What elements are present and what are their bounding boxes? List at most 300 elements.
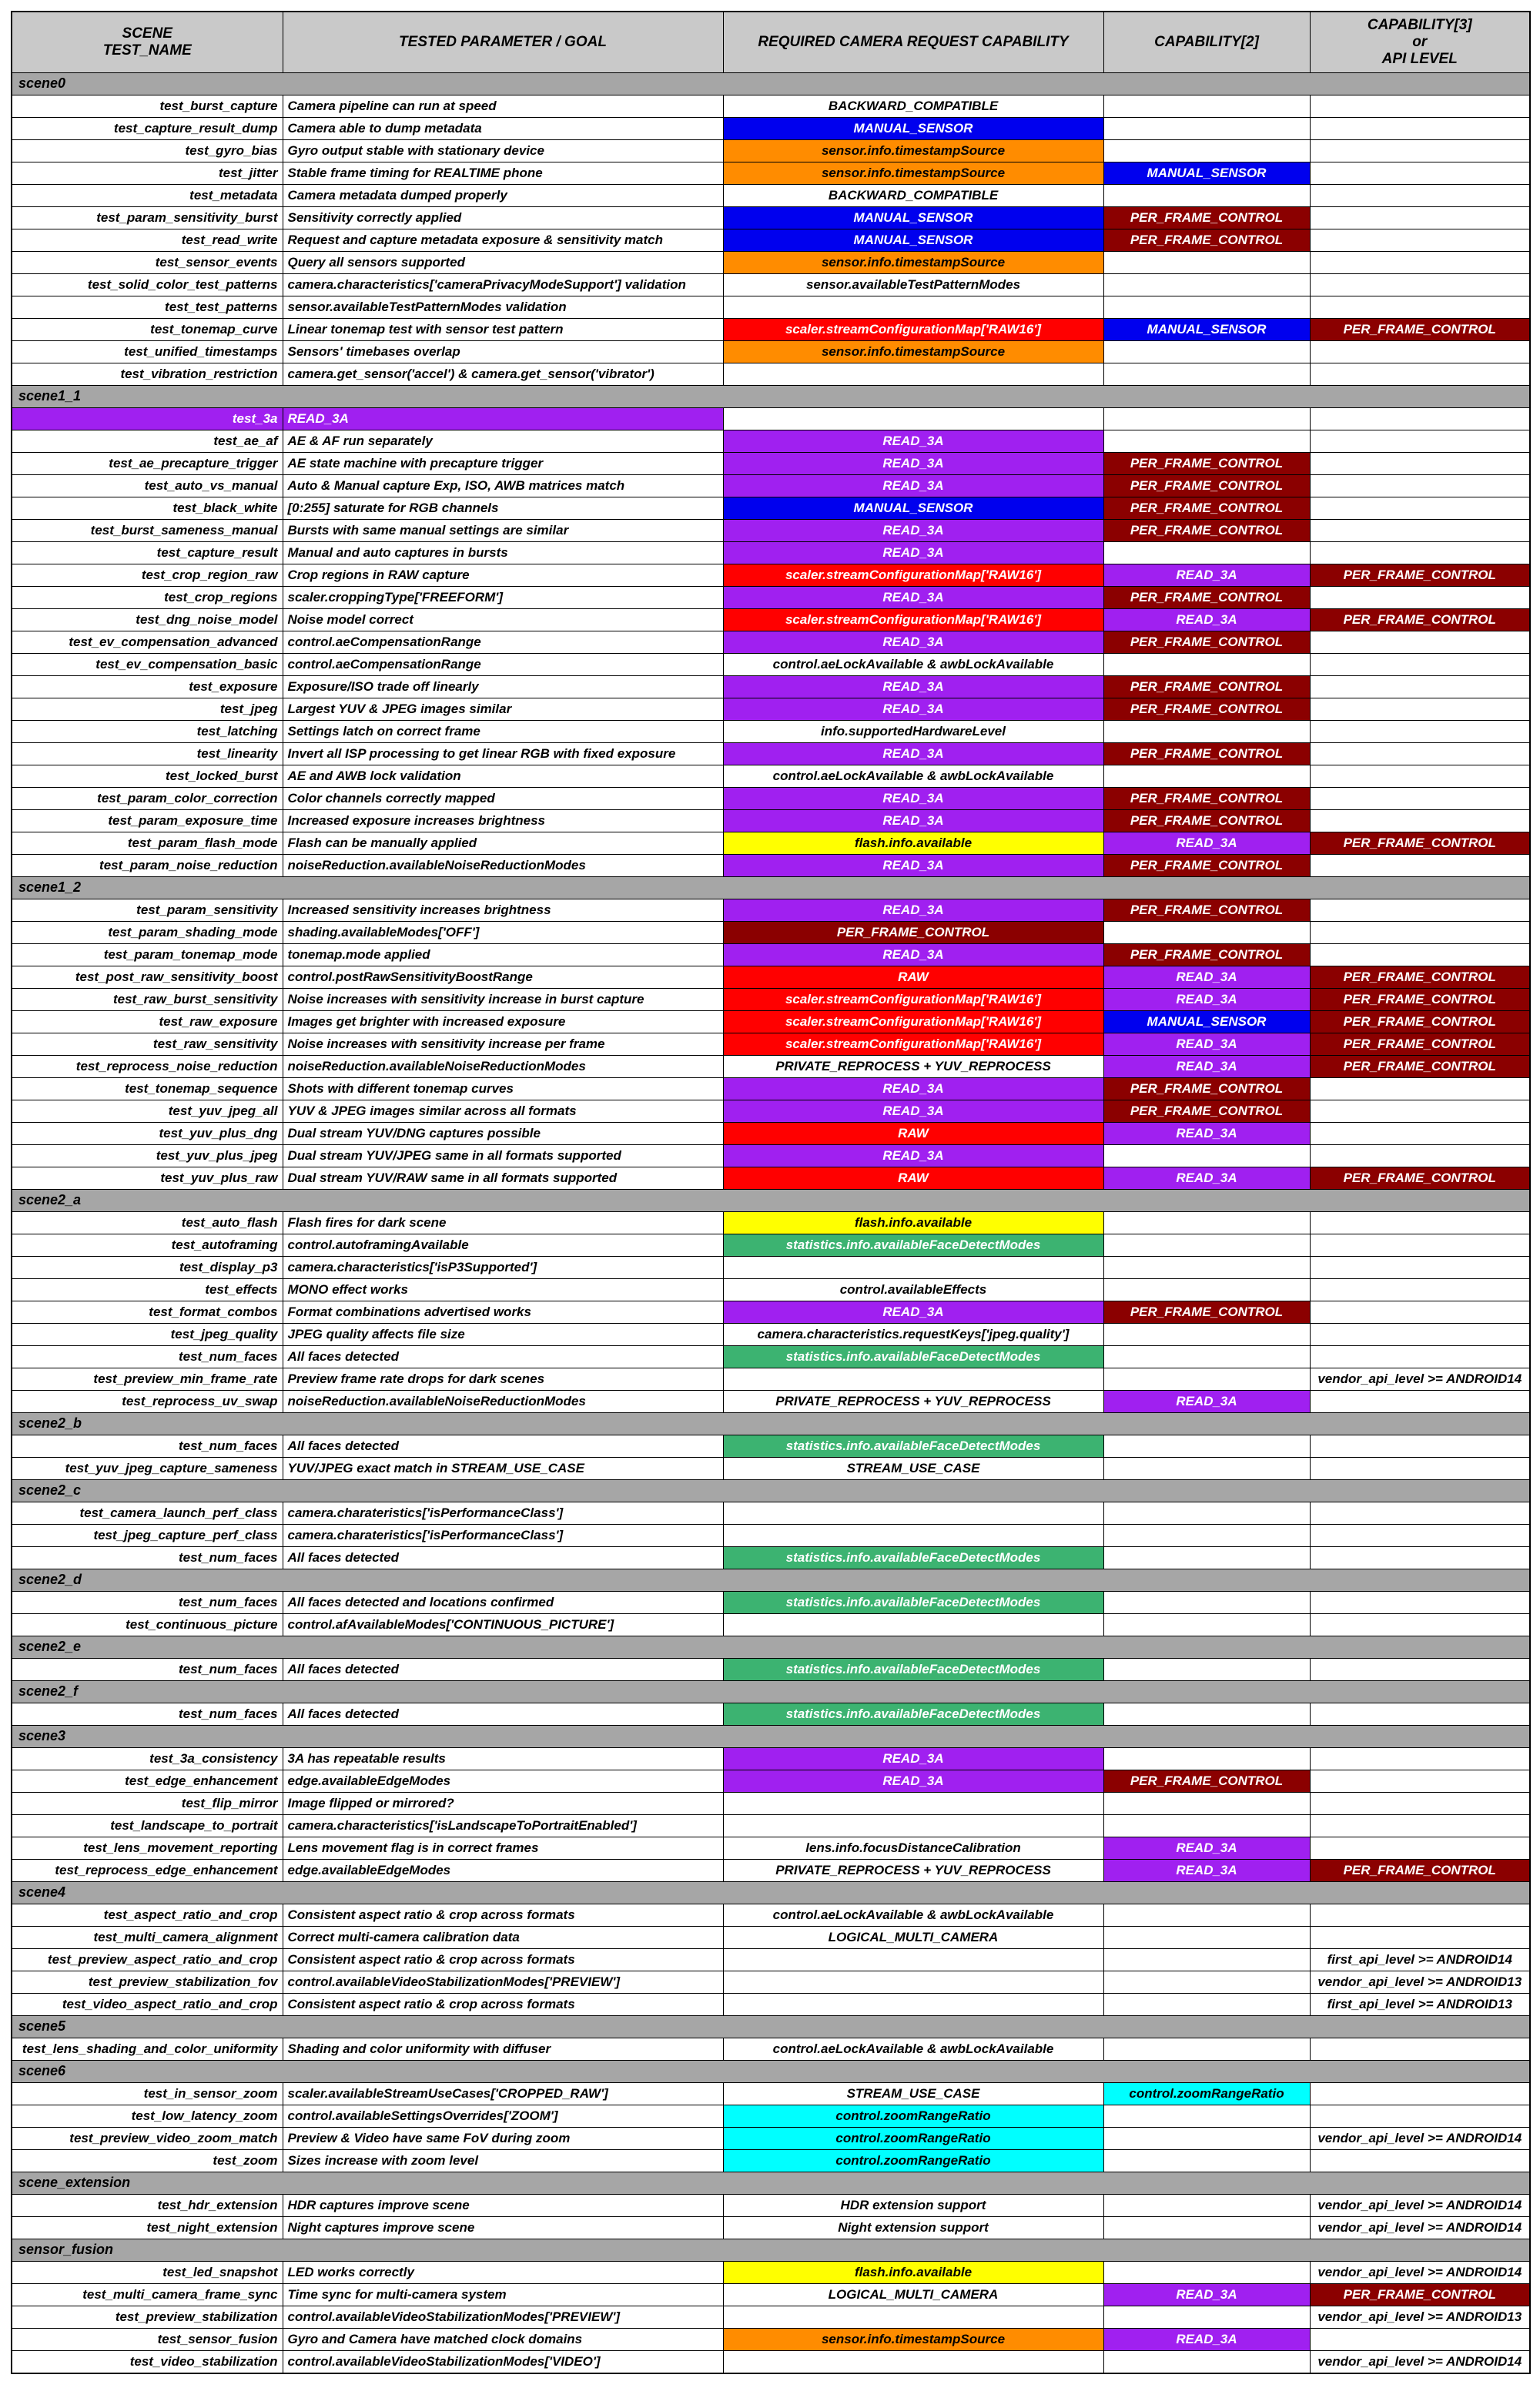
tested-parameter-cell: Dual stream YUV/DNG captures possible	[283, 1122, 723, 1144]
table-row	[12, 1278, 1530, 1301]
test-name-cell: test_param_flash_mode	[12, 832, 283, 854]
tested-parameter-cell: Format combinations advertised works	[283, 1301, 723, 1323]
required-capability-cell: READ_3A	[723, 1770, 1103, 1792]
scene-group-label: scene0	[12, 72, 1530, 95]
required-capability-cell: statistics.info.availableFaceDetectModes	[723, 1546, 1103, 1569]
scene-group-label: scene2_c	[12, 1479, 1530, 1502]
capability3-cell	[1310, 809, 1530, 832]
table-row	[12, 1792, 1530, 1814]
table-row	[12, 720, 1530, 742]
scene-group-row	[12, 385, 1530, 407]
required-capability-cell: statistics.info.availableFaceDetectModes	[723, 1345, 1103, 1368]
test-name-cell: test_sensor_events	[12, 251, 283, 273]
column-header-capability2: CAPABILITY[2]	[1103, 12, 1310, 72]
capability3-cell: PER_FRAME_CONTROL	[1310, 988, 1530, 1010]
tested-parameter-cell: control.aeCompensationRange	[283, 631, 723, 653]
test-name-cell: test_effects	[12, 1278, 283, 1301]
capability3-cell	[1310, 1837, 1530, 1859]
column-header-scene-line1: SCENE	[122, 25, 172, 42]
required-capability-cell	[723, 1971, 1103, 1993]
tested-parameter-cell: MONO effect works	[283, 1278, 723, 1301]
capability2-cell	[1103, 1256, 1310, 1278]
table-row	[12, 1234, 1530, 1256]
required-capability-cell: READ_3A	[723, 1077, 1103, 1100]
capability2-cell: control.zoomRangeRatio	[1103, 2082, 1310, 2105]
scene-group-row	[12, 1189, 1530, 1211]
tested-parameter-cell: camera.characteristics['isP3Supported']	[283, 1256, 723, 1278]
tested-parameter-cell: Sizes increase with zoom level	[283, 2149, 723, 2172]
tested-parameter-cell: Lens movement flag is in correct frames	[283, 1837, 723, 1859]
capability3-cell	[1310, 1591, 1530, 1613]
capability3-cell: PER_FRAME_CONTROL	[1310, 1859, 1530, 1881]
test-name-cell: test_black_white	[12, 497, 283, 519]
scene-group-label: scene6	[12, 2060, 1530, 2082]
capability2-cell: PER_FRAME_CONTROL	[1103, 809, 1310, 832]
capability3-cell: PER_FRAME_CONTROL	[1310, 1033, 1530, 1055]
test-name-cell: test_exposure	[12, 675, 283, 698]
test-name-cell: test_num_faces	[12, 1703, 283, 1725]
tested-parameter-cell: Exposure/ISO trade off linearly	[283, 675, 723, 698]
required-capability-cell: statistics.info.availableFaceDetectModes	[723, 1658, 1103, 1680]
capability2-cell	[1103, 2149, 1310, 2172]
test-name-cell: test_param_color_correction	[12, 787, 283, 809]
table-header	[12, 12, 1530, 72]
tested-parameter-cell: Stable frame timing for REALTIME phone	[283, 162, 723, 184]
capability3-cell	[1310, 430, 1530, 452]
capability2-cell	[1103, 1502, 1310, 1524]
table-row	[12, 1100, 1530, 1122]
test-name-cell: test_yuv_plus_raw	[12, 1167, 283, 1189]
required-capability-cell: READ_3A	[723, 430, 1103, 452]
capability2-cell: READ_3A	[1103, 1167, 1310, 1189]
capability2-cell	[1103, 1658, 1310, 1680]
table-row	[12, 1368, 1530, 1390]
column-header-capability1: REQUIRED CAMERA REQUEST CAPABILITY	[723, 12, 1103, 72]
capability2-cell	[1103, 2194, 1310, 2216]
capability3-cell	[1310, 1658, 1530, 1680]
table-row	[12, 184, 1530, 206]
capability3-cell: PER_FRAME_CONTROL	[1310, 564, 1530, 586]
scene-group-row	[12, 1680, 1530, 1703]
table-row	[12, 1077, 1530, 1100]
table-row	[12, 1948, 1530, 1971]
table-row	[12, 2149, 1530, 2172]
capability3-cell	[1310, 2038, 1530, 2060]
tested-parameter-cell: sensor.availableTestPatternModes validation	[283, 296, 723, 318]
required-capability-cell: sensor.info.timestampSource	[723, 251, 1103, 273]
capability2-cell	[1103, 1345, 1310, 1368]
capability3-cell: PER_FRAME_CONTROL	[1310, 832, 1530, 854]
capability3-cell	[1310, 1211, 1530, 1234]
capability2-cell	[1103, 1971, 1310, 1993]
required-capability-cell: scaler.streamConfigurationMap['RAW16']	[723, 988, 1103, 1010]
required-capability-cell: READ_3A	[723, 943, 1103, 966]
capability2-cell	[1103, 2261, 1310, 2283]
capability2-cell: PER_FRAME_CONTROL	[1103, 698, 1310, 720]
capability3-cell	[1310, 474, 1530, 497]
capability3-cell	[1310, 1435, 1530, 1457]
tested-parameter-cell: Sensitivity correctly applied	[283, 206, 723, 229]
capability2-cell: PER_FRAME_CONTROL	[1103, 474, 1310, 497]
table-row	[12, 2328, 1530, 2350]
capability2-cell	[1103, 184, 1310, 206]
test-name-cell: test_video_aspect_ratio_and_crop	[12, 1993, 283, 2015]
tested-parameter-cell: All faces detected	[283, 1703, 723, 1725]
table-row	[12, 139, 1530, 162]
tested-parameter-cell: noiseReduction.availableNoiseReductionModes	[283, 854, 723, 876]
table-row	[12, 363, 1530, 385]
capability3-cell	[1310, 184, 1530, 206]
tested-parameter-cell: Increased exposure increases brightness	[283, 809, 723, 832]
capability3-cell	[1310, 1301, 1530, 1323]
scene-group-row	[12, 1881, 1530, 1904]
required-capability-cell	[723, 1814, 1103, 1837]
table-row	[12, 1591, 1530, 1613]
column-header-scene-line2: TEST_NAME	[102, 42, 192, 59]
capability2-cell: PER_FRAME_CONTROL	[1103, 229, 1310, 251]
capability3-cell	[1310, 541, 1530, 564]
capability3-cell	[1310, 720, 1530, 742]
tested-parameter-cell: Time sync for multi-camera system	[283, 2283, 723, 2306]
required-capability-cell: READ_3A	[723, 854, 1103, 876]
capability2-cell: MANUAL_SENSOR	[1103, 1010, 1310, 1033]
required-capability-cell: READ_3A	[723, 1144, 1103, 1167]
test-name-cell: test_multi_camera_alignment	[12, 1926, 283, 1948]
test-matrix-table	[11, 11, 1531, 2374]
test-name-cell: test_landscape_to_portrait	[12, 1814, 283, 1837]
capability2-cell	[1103, 251, 1310, 273]
table-row	[12, 1211, 1530, 1234]
test-name-cell: test_low_latency_zoom	[12, 2105, 283, 2127]
column-header-capability3-line3: API LEVEL	[1381, 50, 1458, 67]
tested-parameter-cell: shading.availableModes['OFF']	[283, 921, 723, 943]
capability3-cell	[1310, 363, 1530, 385]
required-capability-cell: MANUAL_SENSOR	[723, 229, 1103, 251]
capability2-cell: READ_3A	[1103, 1122, 1310, 1144]
table-row	[12, 1010, 1530, 1033]
scene-group-row	[12, 1636, 1530, 1658]
table-row	[12, 229, 1530, 251]
required-capability-cell: READ_3A	[723, 631, 1103, 653]
tested-parameter-cell: control.availableSettingsOverrides['ZOOM']	[283, 2105, 723, 2127]
capability2-cell	[1103, 1792, 1310, 1814]
required-capability-cell	[723, 1502, 1103, 1524]
required-capability-cell	[723, 1256, 1103, 1278]
test-name-cell: test_preview_min_frame_rate	[12, 1368, 283, 1390]
required-capability-cell: READ_3A	[723, 809, 1103, 832]
test-name-cell: test_num_faces	[12, 1345, 283, 1368]
table-row	[12, 2216, 1530, 2239]
scene-group-label: scene2_d	[12, 1569, 1530, 1591]
tested-parameter-cell: YUV & JPEG images similar across all formats	[283, 1100, 723, 1122]
required-capability-cell: control.aeLockAvailable & awbLockAvailable	[723, 765, 1103, 787]
test-name-cell: test_reprocess_noise_reduction	[12, 1055, 283, 1077]
capability2-cell: PER_FRAME_CONTROL	[1103, 1077, 1310, 1100]
test-name-cell: test_preview_stabilization_fov	[12, 1971, 283, 1993]
capability2-cell	[1103, 296, 1310, 318]
capability2-cell: PER_FRAME_CONTROL	[1103, 675, 1310, 698]
capability3-cell	[1310, 742, 1530, 765]
capability2-cell: READ_3A	[1103, 966, 1310, 988]
table-row	[12, 1926, 1530, 1948]
tested-parameter-cell: Sensors' timebases overlap	[283, 340, 723, 363]
capability2-cell	[1103, 2350, 1310, 2373]
capability3-cell	[1310, 1077, 1530, 1100]
capability2-cell	[1103, 653, 1310, 675]
capability2-cell: READ_3A	[1103, 608, 1310, 631]
table-row	[12, 899, 1530, 921]
table-row	[12, 251, 1530, 273]
column-header-capability3	[1310, 12, 1530, 72]
required-capability-cell: flash.info.available	[723, 2261, 1103, 2283]
test-name-cell: test_param_tonemap_mode	[12, 943, 283, 966]
required-capability-cell: sensor.info.timestampSource	[723, 139, 1103, 162]
required-capability-cell: Night extension support	[723, 2216, 1103, 2239]
test-name-cell: test_crop_region_raw	[12, 564, 283, 586]
test-name-cell: test_display_p3	[12, 1256, 283, 1278]
column-header-goal: TESTED PARAMETER / GOAL	[283, 12, 723, 72]
required-capability-cell	[723, 1948, 1103, 1971]
table-row	[12, 1993, 1530, 2015]
table-row	[12, 787, 1530, 809]
capability3-cell	[1310, 1904, 1530, 1926]
table-row	[12, 564, 1530, 586]
capability2-cell	[1103, 1814, 1310, 1837]
tested-parameter-cell: Shading and color uniformity with diffuser	[283, 2038, 723, 2060]
scene-group-label: scene_extension	[12, 2172, 1530, 2194]
table-row	[12, 2105, 1530, 2127]
required-capability-cell: READ_3A	[723, 519, 1103, 541]
tested-parameter-cell: HDR captures improve scene	[283, 2194, 723, 2216]
table-row	[12, 742, 1530, 765]
table-row	[12, 1859, 1530, 1881]
test-name-cell: test_param_exposure_time	[12, 809, 283, 832]
table-row	[12, 2082, 1530, 2105]
scene-group-row	[12, 1569, 1530, 1591]
capability3-cell	[1310, 1926, 1530, 1948]
required-capability-cell: READ_3A	[723, 742, 1103, 765]
table-row	[12, 988, 1530, 1010]
required-capability-cell: statistics.info.availableFaceDetectModes	[723, 1703, 1103, 1725]
capability3-cell	[1310, 1345, 1530, 1368]
capability3-cell	[1310, 1747, 1530, 1770]
tested-parameter-cell: Gyro and Camera have matched clock domains	[283, 2328, 723, 2350]
test-name-cell: test_multi_camera_frame_sync	[12, 2283, 283, 2306]
capability2-cell	[1103, 1747, 1310, 1770]
capability2-cell	[1103, 2038, 1310, 2060]
test-name-cell: test_preview_stabilization	[12, 2306, 283, 2328]
test-name-cell: test_jpeg	[12, 698, 283, 720]
capability2-cell	[1103, 720, 1310, 742]
tested-parameter-cell: Manual and auto captures in bursts	[283, 541, 723, 564]
required-capability-cell: PRIVATE_REPROCESS + YUV_REPROCESS	[723, 1859, 1103, 1881]
capability2-cell	[1103, 1278, 1310, 1301]
test-name-cell: test_tonemap_sequence	[12, 1077, 283, 1100]
test-name-cell: test_solid_color_test_patterns	[12, 273, 283, 296]
test-name-cell: test_latching	[12, 720, 283, 742]
test-name-cell: test_flip_mirror	[12, 1792, 283, 1814]
test-name-cell: test_night_extension	[12, 2216, 283, 2239]
tested-parameter-cell: Consistent aspect ratio & crop across formats	[283, 1904, 723, 1926]
test-name-cell: test_yuv_jpeg_capture_sameness	[12, 1457, 283, 1479]
required-capability-cell: control.aeLockAvailable & awbLockAvailable	[723, 2038, 1103, 2060]
tested-parameter-cell: AE and AWB lock validation	[283, 765, 723, 787]
capability3-cell	[1310, 273, 1530, 296]
table-row	[12, 854, 1530, 876]
capability2-cell	[1103, 1904, 1310, 1926]
tested-parameter-cell: Dual stream YUV/RAW same in all formats supported	[283, 1167, 723, 1189]
tested-parameter-cell: camera.charateristics['isPerformanceClass']	[283, 1524, 723, 1546]
table-row	[12, 586, 1530, 608]
test-name-cell: test_burst_sameness_manual	[12, 519, 283, 541]
tested-parameter-cell: camera.charateristics['isPerformanceClass']	[283, 1502, 723, 1524]
tested-parameter-cell: Camera pipeline can run at speed	[283, 95, 723, 117]
capability2-cell	[1103, 1703, 1310, 1725]
required-capability-cell: flash.info.available	[723, 1211, 1103, 1234]
capability3-cell	[1310, 1144, 1530, 1167]
table-row	[12, 497, 1530, 519]
tested-parameter-cell: edge.availableEdgeModes	[283, 1770, 723, 1792]
required-capability-cell	[723, 1792, 1103, 1814]
table-row	[12, 95, 1530, 117]
test-name-cell: test_in_sensor_zoom	[12, 2082, 283, 2105]
capability2-cell: READ_3A	[1103, 1859, 1310, 1881]
test-name-cell: test_auto_flash	[12, 1211, 283, 1234]
test-name-cell: test_yuv_plus_jpeg	[12, 1144, 283, 1167]
scene-group-label: scene2_f	[12, 1680, 1530, 1703]
tested-parameter-cell: Flash can be manually applied	[283, 832, 723, 854]
tested-parameter-cell: Flash fires for dark scene	[283, 1211, 723, 1234]
test-name-cell: test_vibration_restriction	[12, 363, 283, 385]
tested-parameter-cell: Correct multi-camera calibration data	[283, 1926, 723, 1948]
capability2-cell: PER_FRAME_CONTROL	[1103, 452, 1310, 474]
capability2-cell	[1103, 1948, 1310, 1971]
tested-parameter-cell: Preview frame rate drops for dark scenes	[283, 1368, 723, 1390]
required-capability-cell: READ_3A	[723, 541, 1103, 564]
test-name-cell: test_metadata	[12, 184, 283, 206]
required-capability-cell: flash.info.available	[723, 832, 1103, 854]
capability2-cell: READ_3A	[1103, 832, 1310, 854]
capability2-cell	[1103, 1368, 1310, 1390]
required-capability-cell: control.zoomRangeRatio	[723, 2149, 1103, 2172]
table-row	[12, 2350, 1530, 2373]
scene-group-row	[12, 2060, 1530, 2082]
required-capability-cell: READ_3A	[723, 1301, 1103, 1323]
capability3-cell	[1310, 1100, 1530, 1122]
tested-parameter-cell: JPEG quality affects file size	[283, 1323, 723, 1345]
table-row	[12, 117, 1530, 139]
capability3-cell: PER_FRAME_CONTROL	[1310, 2283, 1530, 2306]
tested-parameter-cell: AE & AF run separately	[283, 430, 723, 452]
capability3-cell: vendor_api_level >= ANDROID14	[1310, 2261, 1530, 2283]
tested-parameter-cell: edge.availableEdgeModes	[283, 1859, 723, 1881]
tested-parameter-cell: Increased sensitivity increases brightness	[283, 899, 723, 921]
capability3-cell	[1310, 519, 1530, 541]
required-capability-cell: READ_3A	[723, 452, 1103, 474]
test-name-cell: test_yuv_jpeg_all	[12, 1100, 283, 1122]
capability3-cell	[1310, 162, 1530, 184]
capability3-cell: PER_FRAME_CONTROL	[1310, 1055, 1530, 1077]
capability2-cell	[1103, 430, 1310, 452]
table-row	[12, 452, 1530, 474]
capability2-cell: PER_FRAME_CONTROL	[1103, 854, 1310, 876]
capability3-cell: PER_FRAME_CONTROL	[1310, 1167, 1530, 1189]
scene-group-row	[12, 876, 1530, 899]
table-row	[12, 474, 1530, 497]
required-capability-cell: READ_3A	[723, 675, 1103, 698]
required-capability-cell: STREAM_USE_CASE	[723, 1457, 1103, 1479]
capability3-cell	[1310, 139, 1530, 162]
tested-parameter-cell: noiseReduction.availableNoiseReductionModes	[283, 1390, 723, 1412]
test-name-cell: test_lens_movement_reporting	[12, 1837, 283, 1859]
tested-parameter-cell: Largest YUV & JPEG images similar	[283, 698, 723, 720]
required-capability-cell: READ_3A	[723, 899, 1103, 921]
capability3-cell	[1310, 1122, 1530, 1144]
capability2-cell: PER_FRAME_CONTROL	[1103, 519, 1310, 541]
table-row	[12, 1546, 1530, 1569]
capability3-cell	[1310, 2105, 1530, 2127]
capability3-cell	[1310, 1256, 1530, 1278]
capability2-cell: PER_FRAME_CONTROL	[1103, 586, 1310, 608]
table-row	[12, 943, 1530, 966]
tested-parameter-cell: control.autoframingAvailable	[283, 1234, 723, 1256]
test-name-cell: test_num_faces	[12, 1435, 283, 1457]
table-row	[12, 1323, 1530, 1345]
capability2-cell: MANUAL_SENSOR	[1103, 162, 1310, 184]
test-name-cell: test_3a_consistency	[12, 1747, 283, 1770]
tested-parameter-cell: Auto & Manual capture Exp, ISO, AWB matrices match	[283, 474, 723, 497]
required-capability-cell: statistics.info.availableFaceDetectModes	[723, 1435, 1103, 1457]
capability2-cell	[1103, 407, 1310, 430]
required-capability-cell: MANUAL_SENSOR	[723, 497, 1103, 519]
test-name-cell: test_locked_burst	[12, 765, 283, 787]
test-name-cell: test_dng_noise_model	[12, 608, 283, 631]
capability3-cell	[1310, 229, 1530, 251]
required-capability-cell	[723, 407, 1103, 430]
capability3-cell	[1310, 407, 1530, 430]
required-capability-cell: sensor.info.timestampSource	[723, 340, 1103, 363]
test-name-cell: test_auto_vs_manual	[12, 474, 283, 497]
required-capability-cell: PRIVATE_REPROCESS + YUV_REPROCESS	[723, 1390, 1103, 1412]
scene-group-row	[12, 2172, 1530, 2194]
capability3-cell	[1310, 1502, 1530, 1524]
required-capability-cell: LOGICAL_MULTI_CAMERA	[723, 2283, 1103, 2306]
tested-parameter-cell: All faces detected and locations confirmed	[283, 1591, 723, 1613]
capability3-cell: PER_FRAME_CONTROL	[1310, 318, 1530, 340]
capability2-cell: READ_3A	[1103, 564, 1310, 586]
capability2-cell: PER_FRAME_CONTROL	[1103, 1770, 1310, 1792]
tested-parameter-cell: Invert all ISP processing to get linear RGB with fixed exposure	[283, 742, 723, 765]
table-row	[12, 631, 1530, 653]
capability3-cell	[1310, 1234, 1530, 1256]
test-name-cell: test_gyro_bias	[12, 139, 283, 162]
test-name-cell: test_num_faces	[12, 1546, 283, 1569]
tested-parameter-cell: scaler.availableStreamUseCases['CROPPED_RAW']	[283, 2082, 723, 2105]
test-name-cell: test_capture_result	[12, 541, 283, 564]
table-row	[12, 1122, 1530, 1144]
required-capability-cell: sensor.availableTestPatternModes	[723, 273, 1103, 296]
table-row	[12, 1301, 1530, 1323]
tested-parameter-cell: control.availableVideoStabilizationModes['PREVIEW']	[283, 1971, 723, 1993]
capability3-cell: vendor_api_level >= ANDROID13	[1310, 1971, 1530, 1993]
table-row	[12, 1167, 1530, 1189]
capability3-cell	[1310, 1524, 1530, 1546]
tested-parameter-cell: All faces detected	[283, 1546, 723, 1569]
test-name-cell: test_autoframing	[12, 1234, 283, 1256]
required-capability-cell: scaler.streamConfigurationMap['RAW16']	[723, 564, 1103, 586]
capability2-cell	[1103, 1234, 1310, 1256]
capability3-cell	[1310, 854, 1530, 876]
